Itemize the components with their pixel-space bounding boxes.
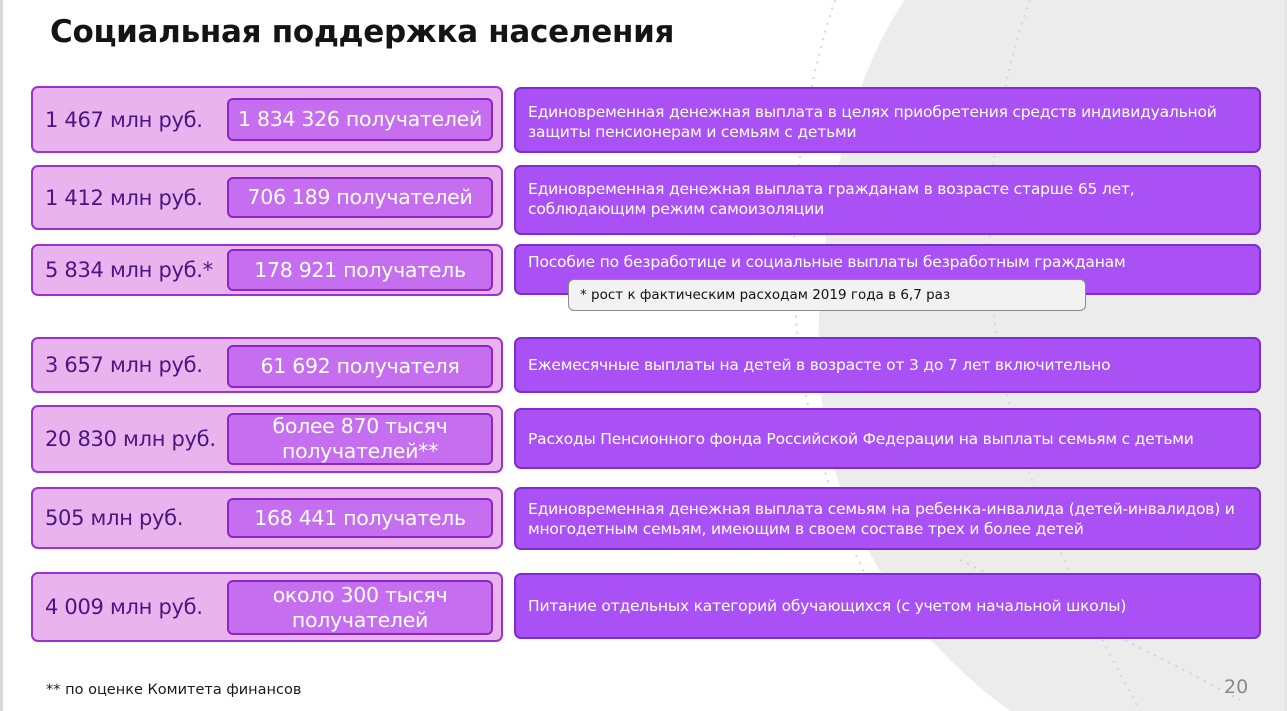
payment-description: Питание отдельных категорий обучающихся (с учетом начальной школы) <box>514 573 1261 639</box>
recipients-badge: 178 921 получатель <box>227 249 493 291</box>
amount-card <box>31 165 503 230</box>
recipients-badge: 61 692 получателя <box>227 345 493 388</box>
amount-value: 3 657 млн руб. <box>45 353 203 377</box>
amount-value: 505 млн руб. <box>45 506 184 530</box>
page-number: 20 <box>1224 676 1249 698</box>
amount-card <box>31 487 503 549</box>
payment-description: Единовременная денежная выплата в целях приобретения средств индивидуальной защиты пенсионерам и семьям с детьми <box>514 87 1261 153</box>
amount-value: 1 412 млн руб. <box>45 185 203 210</box>
payment-description: Единовременная денежная выплата семьям на ребенка-инвалида (детей-инвалидов) и многодетным семьям, имеющим в своем составе трех и более детей <box>514 487 1261 550</box>
recipients-badge: более 870 тысяч получателей** <box>227 413 493 465</box>
amount-value: 20 830 млн руб. <box>45 427 216 451</box>
amount-value: 5 834 млн руб.* <box>45 258 213 282</box>
payment-description: Расходы Пенсионного фонда Российской Федерации на выплаты семьям с детьми <box>514 408 1261 469</box>
payment-description: Ежемесячные выплаты на детей в возрасте от 3 до 7 лет включительно <box>514 337 1261 393</box>
recipients-badge: 168 441 получатель <box>227 498 493 538</box>
footnote: ** по оценке Комитета финансов <box>46 682 302 698</box>
recipients-badge: 706 189 получателей <box>227 177 493 218</box>
amount-card <box>31 86 503 153</box>
payment-description: Единовременная денежная выплата гражданам в возрасте старше 65 лет, соблюдающим режим самоизоляции <box>514 165 1261 235</box>
payment-description: Пособие по безработице и социальные выплаты безработным гражданам <box>514 244 1261 295</box>
recipients-badge: 1 834 326 получателей <box>227 98 493 141</box>
amount-card <box>31 405 503 473</box>
amount-card <box>31 572 503 642</box>
growth-note: * рост к фактическим расходам 2019 года в 6,7 раз <box>568 279 1086 311</box>
page-title: Социальная поддержка населения <box>50 14 675 50</box>
recipients-badge: около 300 тысяч получателей <box>227 580 493 635</box>
amount-card <box>31 337 503 393</box>
amount-value: 4 009 млн руб. <box>45 595 203 619</box>
amount-card <box>31 244 503 296</box>
amount-value: 1 467 млн руб. <box>45 107 203 132</box>
slide-edge-left <box>0 0 3 711</box>
